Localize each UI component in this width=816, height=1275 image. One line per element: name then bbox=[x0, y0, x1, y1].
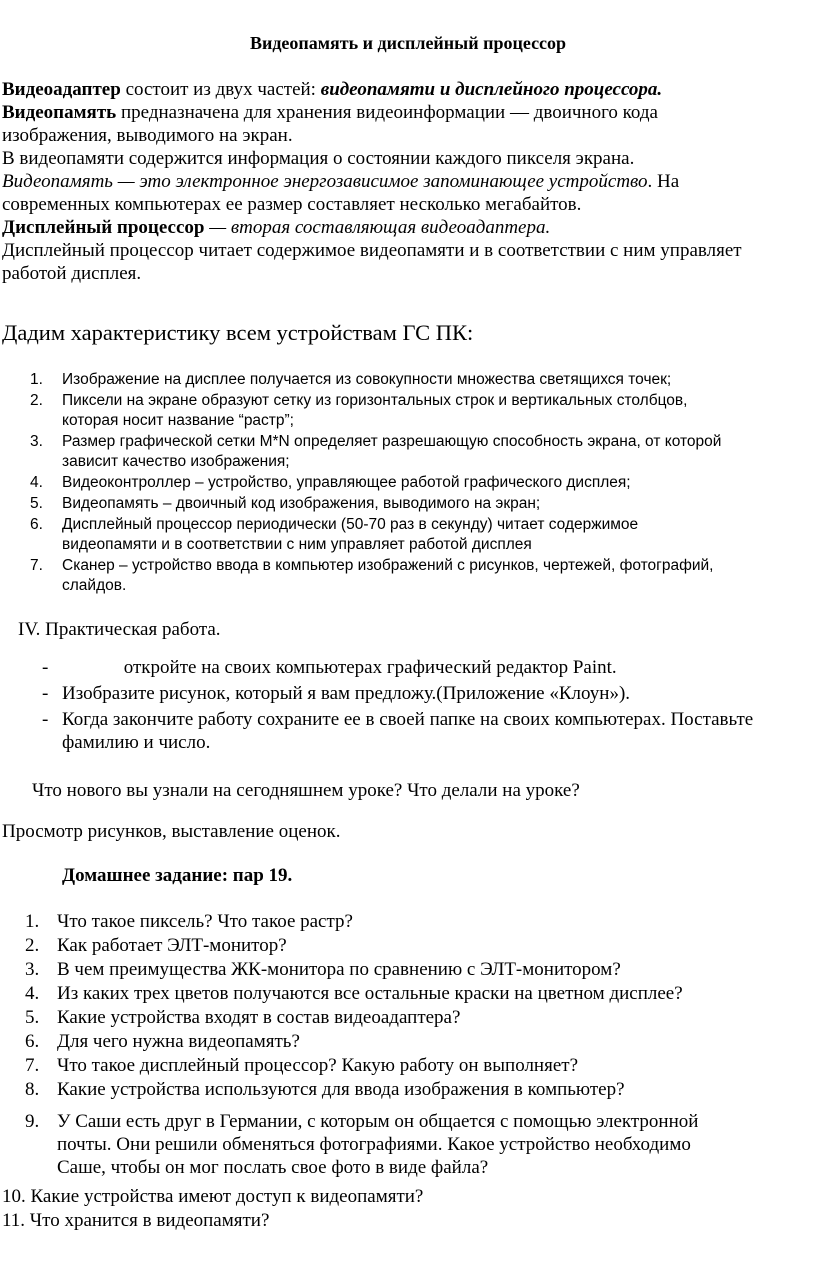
intro-line-1-text: состоит из двух частей: bbox=[120, 79, 321, 100]
list-item: 11. Что хранится в видеопамяти? bbox=[2, 1210, 270, 1231]
list-item bbox=[30, 370, 816, 390]
list-item-number: 2. bbox=[30, 392, 43, 409]
list-item-text: слайдов. bbox=[62, 577, 127, 594]
intro-line-1 bbox=[2, 78, 816, 101]
list-item-text: видеопамяти и в соответствии с ним управляет работой дисплея bbox=[62, 536, 532, 553]
list-item bbox=[30, 515, 816, 555]
list-item bbox=[25, 1006, 816, 1029]
task-dash: - bbox=[42, 683, 49, 704]
term-videomemory: Видеопамять bbox=[2, 102, 117, 123]
intro-line-9: работой дисплея. bbox=[2, 263, 142, 284]
list-item bbox=[25, 982, 816, 1005]
list-item bbox=[25, 1110, 816, 1179]
list-item-text: Какие устройства входят в состав видеоадаптера? bbox=[57, 1007, 461, 1028]
intro-paragraph bbox=[2, 78, 816, 285]
list-item-text: У Саши есть друг в Германии, с которым он общается с помощью электронной bbox=[57, 1111, 699, 1132]
intro-line-5-text: . На bbox=[647, 171, 680, 192]
task-dash: - bbox=[42, 657, 49, 678]
list-item-text: Как работает ЭЛТ-монитор? bbox=[57, 935, 287, 956]
list-item bbox=[25, 934, 816, 957]
list-item bbox=[30, 391, 816, 431]
list-item bbox=[30, 432, 816, 472]
videomemory-definition: Видеопамять — это электронное энергозависимое запоминающее устройство bbox=[2, 171, 648, 192]
list-item-number: 4. bbox=[30, 474, 43, 491]
list-item bbox=[25, 1078, 816, 1101]
review-note: Просмотр рисунков, выставление оценок. bbox=[2, 821, 341, 842]
list-item-number: 6. bbox=[30, 516, 43, 533]
task-item bbox=[42, 656, 816, 679]
intro-line-7 bbox=[2, 216, 816, 239]
section-heading: Дадим характеристику всем устройствам ГС ПК: bbox=[2, 320, 474, 345]
task-text: Когда закончите работу сохраните ее в своей папке на своих компьютерах. Поставьте bbox=[62, 709, 754, 730]
list-item bbox=[30, 494, 816, 514]
list-item-text: зависит качество изображения; bbox=[62, 453, 290, 470]
list-item-number: 3. bbox=[30, 433, 43, 450]
list-item bbox=[25, 1030, 816, 1053]
task-item bbox=[42, 708, 816, 754]
list-item-number: 3. bbox=[25, 959, 40, 980]
list-item-number: 7. bbox=[25, 1055, 40, 1076]
list-item-number: 2. bbox=[25, 935, 40, 956]
list-item-number: 5. bbox=[25, 1007, 40, 1028]
practice-heading: IV. Практическая работа. bbox=[18, 619, 221, 640]
list-item-text: Сканер – устройство ввода в компьютер изображений с рисунков, чертежей, фотографий, bbox=[62, 557, 714, 574]
list-item-text: Что такое пиксель? Что такое растр? bbox=[57, 911, 353, 932]
list-item-text: Изображение на дисплее получается из совокупности множества светящихся точек; bbox=[62, 371, 672, 388]
task-text: фамилию и число. bbox=[62, 732, 211, 753]
list-item-number: 4. bbox=[25, 983, 40, 1004]
list-item-text: Из каких трех цветов получаются все остальные краски на цветном дисплее? bbox=[57, 983, 683, 1004]
list-item-text: Видеопамять – двоичный код изображения, выводимого на экран; bbox=[62, 495, 541, 512]
term-videoadapter: Видеоадаптер bbox=[2, 79, 121, 100]
intro-line-2 bbox=[2, 101, 816, 124]
intro-line-5 bbox=[2, 170, 816, 193]
list-item: 10. Какие устройства имеют доступ к видеопамяти? bbox=[2, 1186, 424, 1207]
list-item-text: В чем преимущества ЖК-монитора по сравнению с ЭЛТ-монитором? bbox=[57, 959, 621, 980]
list-item-number: 9. bbox=[25, 1111, 40, 1132]
task-text: откройте на своих компьютерах графический редактор Paint. bbox=[62, 657, 617, 678]
intro-line-4: В видеопамяти содержится информация о состоянии каждого пикселя экрана. bbox=[2, 148, 635, 169]
list-item-number: 7. bbox=[30, 557, 43, 574]
intro-line-6: современных компьютерах ее размер составляет несколько мегабайтов. bbox=[2, 194, 582, 215]
list-item-text: почты. Они решили обменяться фотографиями. Какое устройство необходимо bbox=[57, 1134, 691, 1155]
list-item bbox=[30, 556, 816, 596]
list-item-text: Видеоконтроллер – устройство, управляющее работой графического дисплея; bbox=[62, 474, 631, 491]
intro-line-1-emphasis: видеопамяти и дисплейного процессора. bbox=[320, 79, 663, 100]
list-item-text: Какие устройства используются для ввода изображения в компьютер? bbox=[57, 1079, 625, 1100]
list-item-text: Что такое дисплейный процессор? Какую работу он выполняет? bbox=[57, 1055, 579, 1076]
task-dash: - bbox=[42, 709, 49, 730]
intro-line-2-text: предназначена для хранения видеоинформации — двоичного кода bbox=[116, 102, 658, 123]
practice-tasks bbox=[42, 656, 816, 757]
document-title: Видеопамять и дисплейный процессор bbox=[249, 33, 567, 53]
list-item-text: Для чего нужна видеопамять? bbox=[57, 1031, 300, 1052]
characteristics-list bbox=[30, 370, 816, 597]
list-item-number: 5. bbox=[30, 495, 43, 512]
term-display-processor: Дисплейный процессор bbox=[2, 217, 205, 238]
list-item-number: 6. bbox=[25, 1031, 40, 1052]
intro-line-8: Дисплейный процессор читает содержимое видеопамяти и в соответствии с ним управляет bbox=[2, 240, 742, 261]
homework-questions bbox=[25, 910, 816, 1180]
list-item-text: Дисплейный процессор периодически (50-70 раз в секунду) читает содержимое bbox=[62, 516, 639, 533]
list-item-number: 1. bbox=[30, 371, 43, 388]
display-processor-definition: — вторая составляющая видеоадаптера. bbox=[204, 217, 551, 238]
list-item bbox=[25, 1054, 816, 1077]
list-item-text: Саше, чтобы он мог послать свое фото в виде файла? bbox=[57, 1157, 489, 1178]
list-item bbox=[30, 473, 816, 493]
list-item-text: которая носит название “растр”; bbox=[62, 412, 294, 429]
lesson-question: Что нового вы узнали на сегодняшнем уроке? Что делали на уроке? bbox=[32, 780, 580, 801]
list-item-number: 1. bbox=[25, 911, 40, 932]
task-text: Изобразите рисунок, который я вам предложу.(Приложение «Клоун»). bbox=[62, 683, 631, 704]
list-item bbox=[25, 958, 816, 981]
list-item-number: 8. bbox=[25, 1079, 40, 1100]
list-item bbox=[25, 910, 816, 933]
task-item bbox=[42, 682, 816, 705]
intro-line-3: изображения, выводимого на экран. bbox=[2, 125, 293, 146]
list-item-text: Размер графической сетки M*N определяет разрешающую способность экрана, от которой bbox=[62, 433, 722, 450]
list-item-text: Пиксели на экране образуют сетку из горизонтальных строк и вертикальных столбцов, bbox=[62, 392, 688, 409]
homework-questions-extra bbox=[2, 1185, 816, 1233]
homework-heading: Домашнее задание: пар 19. bbox=[62, 865, 293, 886]
